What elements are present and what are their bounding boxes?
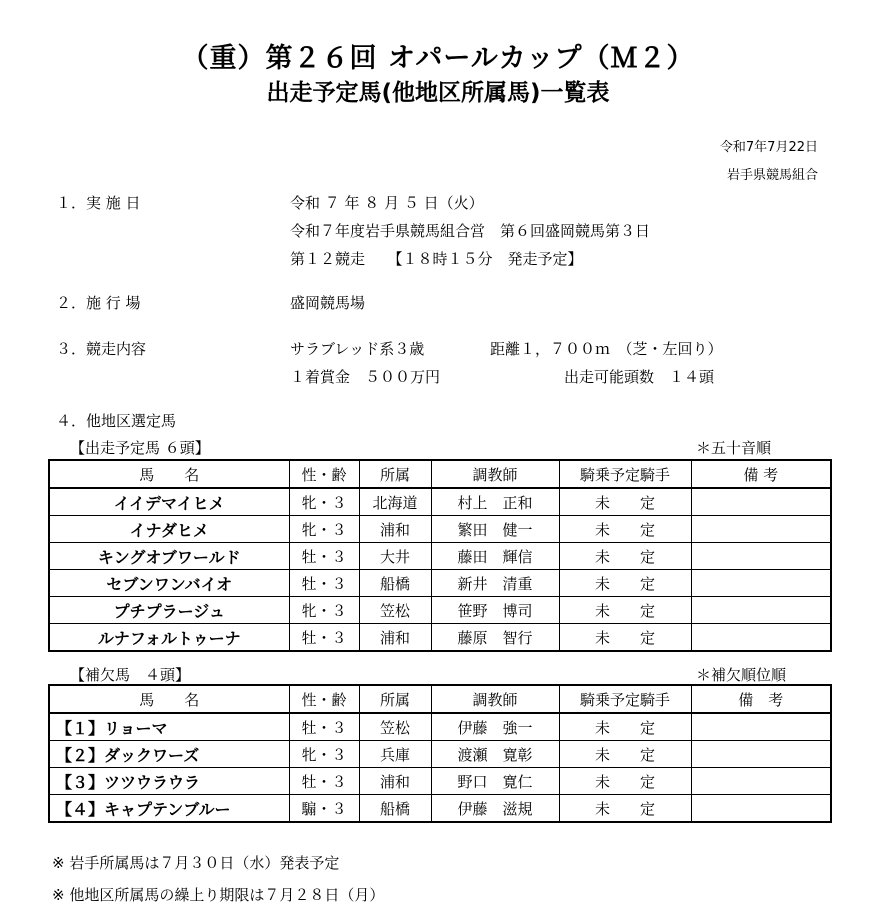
affiliation: 笠松: [359, 713, 431, 741]
header-jockey: 騎乗予定騎手: [559, 460, 691, 488]
affiliation: 浦和: [359, 624, 431, 652]
note: [691, 741, 831, 768]
reserves-caption: 【補欠馬 ４頭】: [70, 666, 191, 684]
header-notes: 備 考: [691, 460, 831, 488]
note: [691, 795, 831, 823]
horse-name: 【３】ツツウラウラ: [49, 768, 289, 795]
trainer: 伊藤 強一: [431, 713, 559, 741]
organization: 岩手県競馬組合: [726, 168, 818, 183]
race-date: 令和 ７ 年 ８ 月 ５ 日（火）: [290, 194, 484, 212]
race-distance: 距離１，７００ｍ （芝・左回り）: [490, 340, 723, 358]
document-title: （重）第２６回 オパールカップ（Ｍ２）: [181, 43, 695, 74]
prize-money: １着賞金 ５００万円: [290, 368, 441, 386]
note: [691, 543, 831, 570]
jockey: 未 定: [559, 768, 691, 795]
trainer: 渡瀬 寛彰: [431, 741, 559, 768]
trainer: 藤原 智行: [431, 624, 559, 652]
jockey: 未 定: [559, 543, 691, 570]
table-row: [49, 543, 831, 570]
note: [691, 488, 831, 516]
jockey: 未 定: [559, 488, 691, 516]
note-iwate-announcement: ※ 岩手所属馬は７月３０日（水）発表予定: [52, 854, 340, 872]
table-row: [49, 741, 831, 768]
trainer: 繁田 健一: [431, 516, 559, 543]
starters-order-note: ＊五十音順: [696, 439, 772, 457]
horse-name: 【１】リョーマ: [49, 713, 289, 741]
trainer: 伊藤 滋規: [431, 795, 559, 823]
race-meeting: 令和７年度岩手県競馬組合営 第６回盛岡競馬第３日: [290, 222, 651, 240]
reserves-order-note: ＊補欠順位順: [696, 666, 787, 684]
sex-age: 牡・３: [289, 624, 359, 652]
sex-age: 牡・３: [289, 713, 359, 741]
affiliation: 北海道: [359, 488, 431, 516]
trainer: 笹野 博司: [431, 597, 559, 624]
jockey: 未 定: [559, 713, 691, 741]
trainer: 新井 清重: [431, 570, 559, 597]
jockey: 未 定: [559, 597, 691, 624]
table-row: [49, 488, 831, 516]
venue: 盛岡競馬場: [290, 294, 366, 312]
affiliation: 笠松: [359, 597, 431, 624]
horse-name: ルナフォルトゥーナ: [49, 624, 289, 652]
race-number: 第１２競走 【１８時１５分 発走予定】: [290, 250, 583, 268]
note: [691, 570, 831, 597]
header-horse-name: 馬 名: [49, 685, 289, 713]
affiliation: 浦和: [359, 768, 431, 795]
header-affiliation: 所属: [359, 685, 431, 713]
table-row: [49, 795, 831, 823]
trainer: 野口 寛仁: [431, 768, 559, 795]
jockey: 未 定: [559, 741, 691, 768]
sex-age: 牡・３: [289, 570, 359, 597]
header-sex-age: 性・齢: [289, 685, 359, 713]
note: [691, 597, 831, 624]
header-horse-name: 馬 名: [49, 460, 289, 488]
section-4-label: ４．他地区選定馬: [56, 412, 177, 430]
note-promotion-deadline: ※ 他地区所属馬の繰上り期限は７月２８日（月）: [52, 886, 385, 904]
table-row: [49, 768, 831, 795]
jockey: 未 定: [559, 516, 691, 543]
horse-name: イナダヒメ: [49, 516, 289, 543]
horse-name: プチプラージュ: [49, 597, 289, 624]
note: [691, 516, 831, 543]
table-row: [49, 713, 831, 741]
header-notes: 備 考: [691, 685, 831, 713]
header-sex-age: 性・齢: [289, 460, 359, 488]
note: [691, 624, 831, 652]
sex-age: 牡・３: [289, 543, 359, 570]
horse-name: 【４】キャプテンブルー: [49, 795, 289, 823]
table-row: [49, 597, 831, 624]
document-subtitle: 出走予定馬(他地区所属馬)一覧表: [266, 80, 610, 106]
horse-name: イイデマイヒメ: [49, 488, 289, 516]
affiliation: 浦和: [359, 516, 431, 543]
note: [691, 713, 831, 741]
header-affiliation: 所属: [359, 460, 431, 488]
issue-date: 令和7年7月22日: [719, 140, 818, 155]
horse-name: キングオブワールド: [49, 543, 289, 570]
section-3-label: ３．競走内容: [56, 340, 147, 358]
sex-age: 牝・３: [289, 488, 359, 516]
max-runners: 出走可能頭数 １４頭: [564, 368, 715, 386]
sex-age: 牝・３: [289, 516, 359, 543]
table-row: [49, 570, 831, 597]
trainer: 藤田 輝信: [431, 543, 559, 570]
table-header-row: [49, 460, 831, 488]
sex-age: 騸・３: [289, 795, 359, 823]
race-class: サラブレッド系３歳: [290, 340, 425, 358]
note: [691, 768, 831, 795]
jockey: 未 定: [559, 795, 691, 823]
reserves-table: [48, 684, 832, 823]
table-row: [49, 624, 831, 652]
section-1-label: １．実 施 日: [56, 194, 141, 212]
header-trainer: 調教師: [431, 685, 559, 713]
starters-table: [48, 459, 832, 652]
sex-age: 牡・３: [289, 768, 359, 795]
jockey: 未 定: [559, 570, 691, 597]
starters-caption: 【出走予定馬 ６頭】: [70, 439, 210, 457]
trainer: 村上 正和: [431, 488, 559, 516]
sex-age: 牝・３: [289, 597, 359, 624]
horse-name: セブンワンバイオ: [49, 570, 289, 597]
header-jockey: 騎乗予定騎手: [559, 685, 691, 713]
affiliation: 兵庫: [359, 741, 431, 768]
table-row: [49, 516, 831, 543]
affiliation: 船橋: [359, 795, 431, 823]
header-trainer: 調教師: [431, 460, 559, 488]
affiliation: 船橋: [359, 570, 431, 597]
section-2-label: ２．施 行 場: [56, 294, 141, 312]
sex-age: 牝・３: [289, 741, 359, 768]
table-header-row: [49, 685, 831, 713]
horse-name: 【２】ダックワーズ: [49, 741, 289, 768]
affiliation: 大井: [359, 543, 431, 570]
jockey: 未 定: [559, 624, 691, 652]
